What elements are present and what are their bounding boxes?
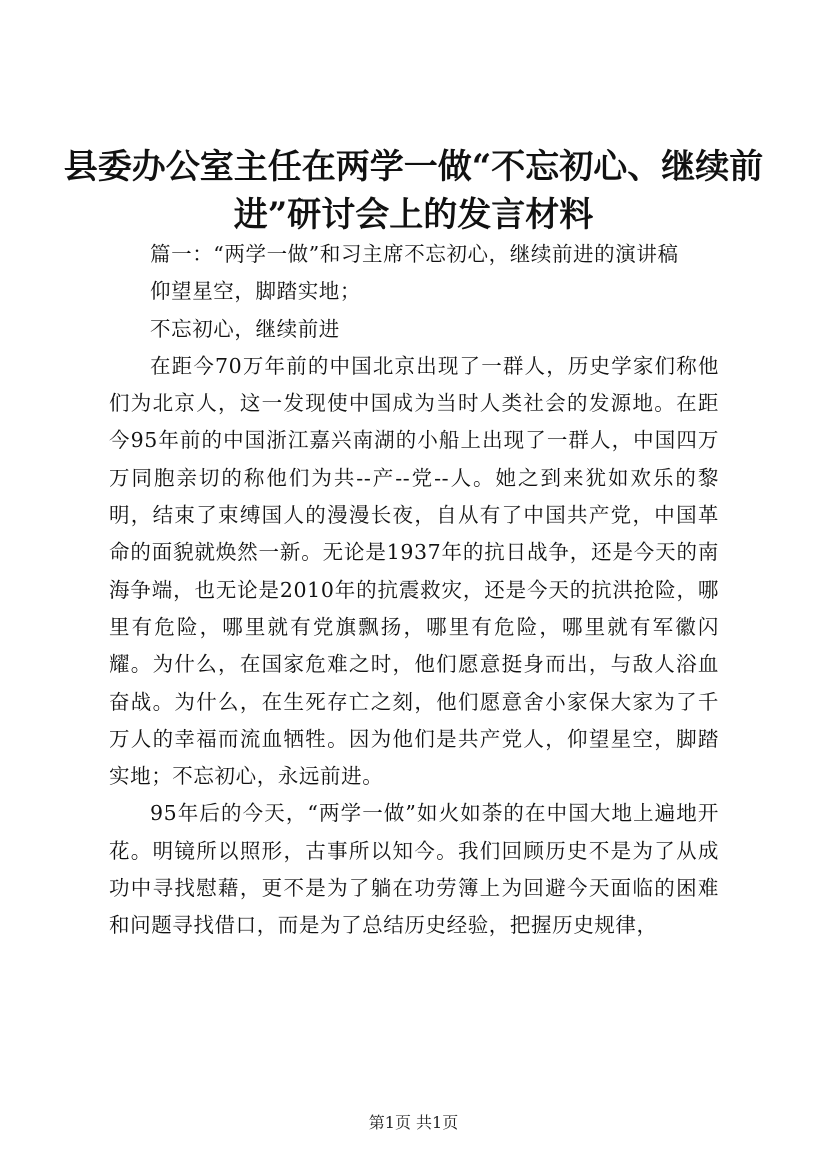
page-footer: 第1页 共1页 bbox=[368, 1113, 459, 1132]
paragraph-subtitle: 篇一：“两学一做”和习主席不忘初心，继续前进的演讲稿 bbox=[150, 242, 679, 266]
paragraph-slogan-2: 不忘初心，继续前进 bbox=[150, 316, 340, 341]
paragraph-today: 95年后的今天，“两学一做”如火如荼的在中国大地上遍地开花。明镜所以照形，古事所以知今。我们回顾历史不是为了从成功中寻找慰藉，更不是为了躺在功劳簿上为回避今天面临的困难和问题寻找借口，而是为了总结历史经验，把握历史规律， bbox=[109, 801, 719, 938]
page-title: 县委办公室主任在两学一做“不忘初心、继续前进”研讨会上的发言材料 bbox=[63, 147, 764, 235]
paragraph-history: 在距今70万年前的中国北京出现了一群人，历史学家们称他们为北京人，这一发现使中国成为当时人类社会的发源地。在距今95年前的中国浙江嘉兴南湖的小船上出现了一群人，中国四万万同胞亲切的称他们为共--产--党--人。她之到来犹如欢乐的黎明，结束了束缚国人的漫漫长夜，自从有了中国共产党，中国革命的面貌就焕然一新。无论是1937年的抗日战争，还是今天的南海争端，也无论是2010年的抗震救灾，还是今天的抗洪抢险，哪里有危险，哪里就有党旗飘扬，哪里有危险，哪里就有军徽闪耀。为什么，在国家危难之时，他们愿意挺身而出，与敌人浴血奋战。为什么，在生死存亡之刻，他们愿意舍小家保大家为了千万人的幸福而流血牺牲。因为他们是共产党人，仰望星空，脚踏实地；不忘初心，永远前进。 bbox=[109, 353, 719, 789]
paragraph-slogan-1: 仰望星空，脚踏实地； bbox=[150, 279, 361, 304]
document-body bbox=[109, 236, 719, 945]
